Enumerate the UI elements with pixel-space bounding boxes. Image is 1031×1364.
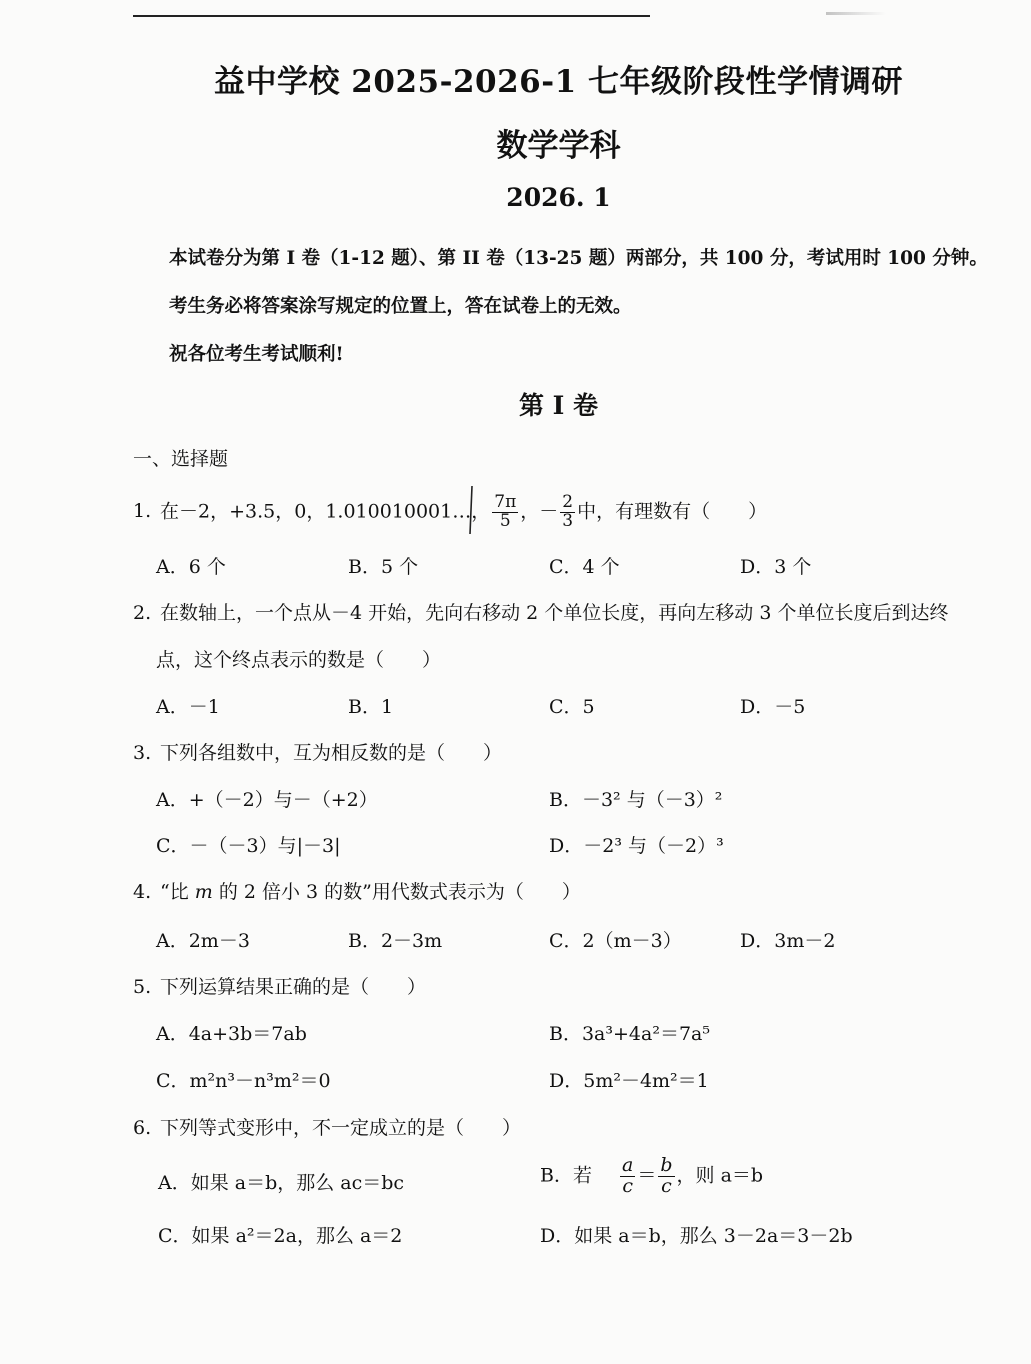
fraction (658, 1156, 674, 1197)
instruction-line: 本试卷分为第 I 卷（1-12 题）、第 II 卷（13-25 题）两部分，共 100 分，考试用时 100 分钟。 (169, 248, 988, 269)
numerator: b (660, 1154, 673, 1176)
option-b[interactable]: B．5 个 (348, 556, 419, 578)
option-a[interactable]: A．如果 a＝b，那么 ac＝bc (158, 1172, 405, 1194)
option-d[interactable]: D．如果 a＝b，那么 3－2a＝3－2b (540, 1225, 853, 1247)
option-b-label: B．若 (540, 1164, 592, 1187)
option-b[interactable]: B．－3² 与（－3）² (549, 789, 723, 811)
question-stem: 的 2 倍小 3 的数”用代数式表示为（ ） (212, 881, 581, 903)
variable: m (194, 881, 213, 903)
question-5 (133, 972, 426, 999)
question-2 (133, 598, 948, 625)
question-stem: ，－ (520, 500, 559, 523)
option-c[interactable]: C．－（－3）与|－3| (156, 835, 341, 857)
question-stem: 在－2，+3.5，0，1.010010001…， (160, 500, 491, 523)
question-4 (133, 877, 581, 904)
pen-mark (466, 484, 488, 536)
question-stem: 下列运算结果正确的是（ ） (160, 976, 427, 998)
question-number: 1. (133, 500, 152, 523)
numerator: a (622, 1154, 634, 1176)
exam-date: 2026. 1 (506, 183, 611, 212)
option-a[interactable]: A．4a+3b＝7ab (156, 1023, 307, 1045)
volume-heading: 第 I 卷 (518, 391, 599, 420)
option-d[interactable]: D．3 个 (740, 556, 812, 578)
option-c[interactable]: C．5 (549, 696, 595, 718)
option-d[interactable]: D．－5 (740, 696, 806, 718)
question-number: 5. (133, 976, 152, 998)
denominator: c (622, 1174, 633, 1197)
header-rule (133, 15, 650, 17)
question-3 (133, 738, 502, 765)
option-a[interactable]: A．2m－3 (156, 930, 250, 952)
option-b-text: ，则 a＝b (676, 1164, 764, 1187)
option-c[interactable]: C．m²n³－n³m²＝0 (156, 1070, 331, 1092)
option-c[interactable]: C．4 个 (549, 556, 620, 578)
question-stem-continued: 点，这个终点表示的数是（ ） (156, 649, 442, 671)
fraction (620, 1156, 635, 1197)
option-a[interactable]: A．+（－2）与－（+2） (156, 789, 378, 811)
option-d[interactable]: D．－2³ 与（－2）³ (549, 835, 724, 857)
question-stem: “比 (160, 881, 195, 903)
option-c[interactable]: C．2（m－3） (549, 930, 682, 952)
question-number: 3. (133, 742, 152, 764)
fraction (492, 494, 518, 531)
question-stem: 下列等式变形中，不一定成立的是（ ） (160, 1117, 522, 1139)
exam-title: 益中学校 2025-2026-1 七年级阶段性学情调研 (214, 64, 903, 100)
option-b[interactable]: B．3a³+4a²＝7a⁵ (549, 1023, 710, 1045)
question-6 (133, 1113, 521, 1140)
question-stem: 中，有理数有（ ） (577, 500, 768, 523)
numerator: 7π (494, 492, 517, 512)
fraction (560, 494, 575, 531)
option-c[interactable]: C．如果 a²＝2a，那么 a＝2 (158, 1225, 403, 1247)
question-1 (133, 494, 767, 531)
numerator: 2 (562, 492, 574, 512)
denominator: 5 (499, 510, 511, 531)
denominator: c (661, 1174, 672, 1197)
instruction-line: 考生务必将答案涂写规定的位置上，答在试卷上的无效。 (169, 296, 632, 317)
option-a[interactable]: A．－1 (156, 696, 220, 718)
option-b[interactable]: B．1 (348, 696, 394, 718)
equals-sign: ＝ (637, 1164, 657, 1187)
exam-subject: 数学学科 (496, 128, 621, 164)
question-number: 2. (133, 602, 152, 624)
section-heading: 一、选择题 (133, 448, 229, 470)
denominator: 3 (562, 510, 574, 531)
option-b[interactable] (540, 1156, 763, 1197)
question-stem: 在数轴上，一个点从－4 开始，先向右移动 2 个单位长度，再向左移动 3 个单位长度后到达终 (160, 602, 949, 624)
option-d[interactable]: D．3m－2 (740, 930, 836, 952)
question-number: 6. (133, 1117, 152, 1139)
option-d[interactable]: D．5m²－4m²＝1 (549, 1070, 709, 1092)
instruction-line: 祝各位考生考试顺利! (169, 344, 344, 365)
option-a[interactable]: A．6 个 (156, 556, 226, 578)
option-b[interactable]: B．2－3m (348, 930, 443, 952)
question-number: 4. (133, 881, 152, 903)
question-stem: 下列各组数中，互为相反数的是（ ） (160, 742, 503, 764)
scan-mark (826, 12, 886, 15)
